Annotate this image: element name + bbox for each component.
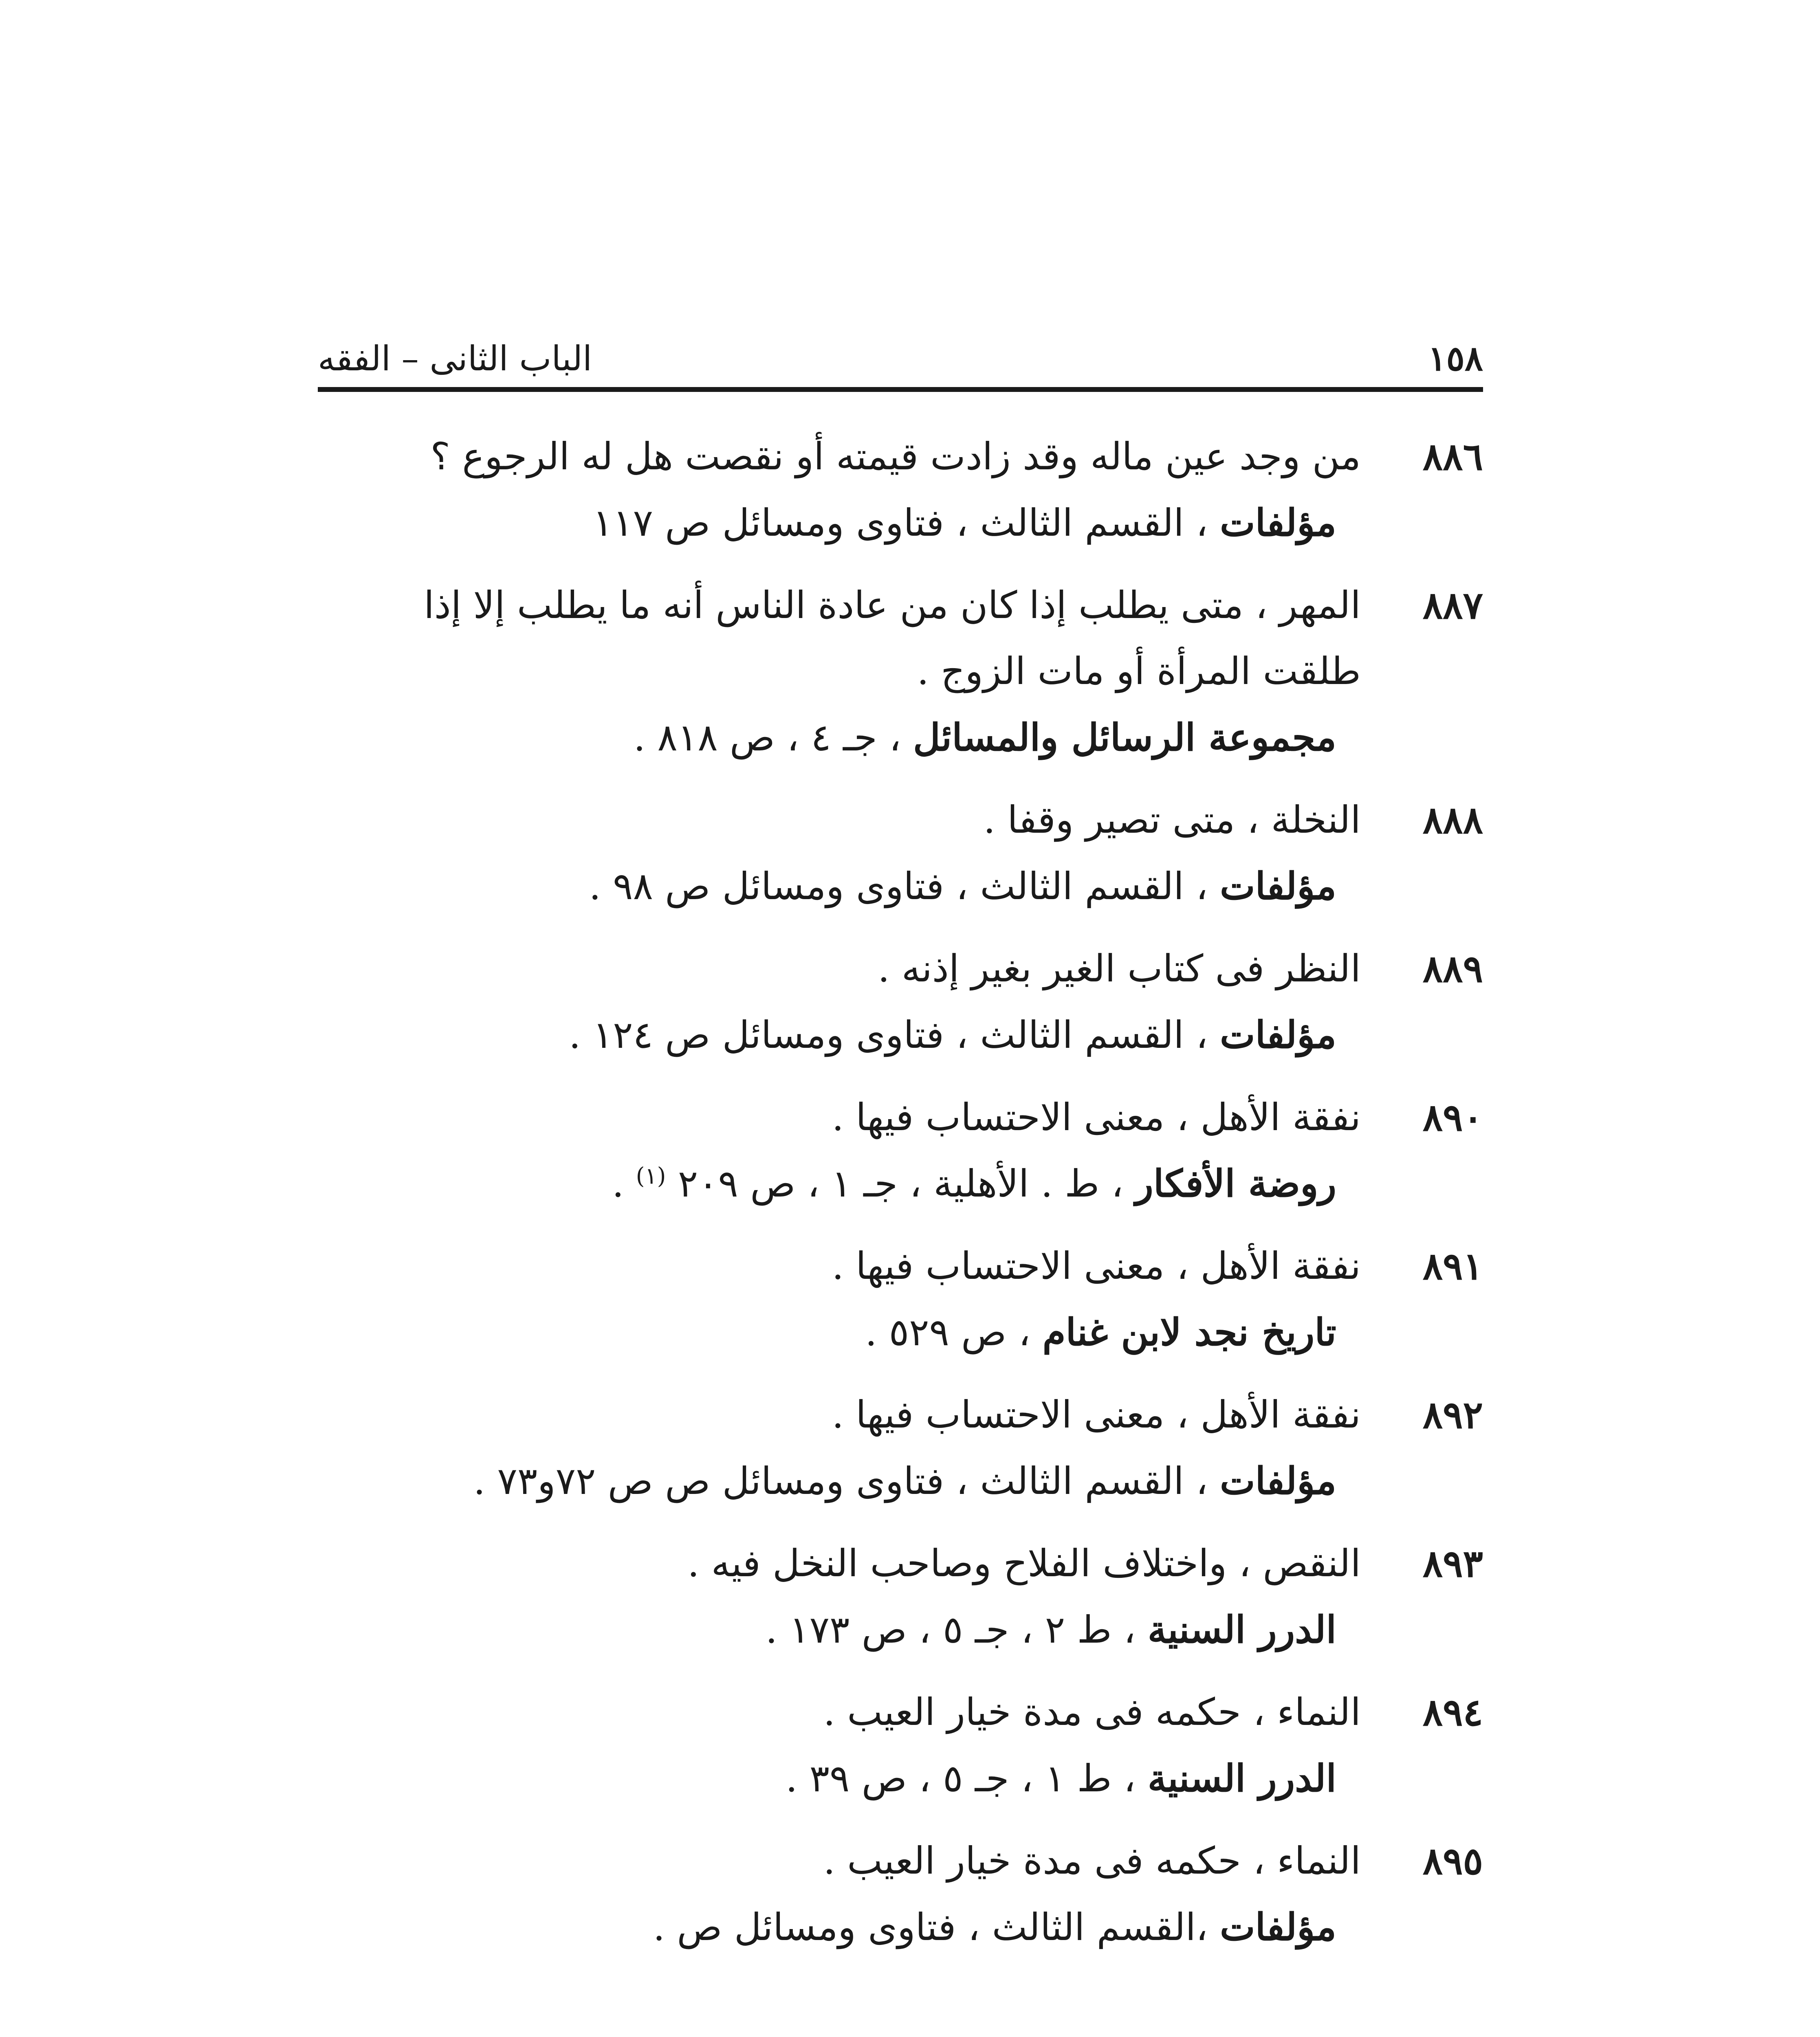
entry-body <box>318 1382 1361 1514</box>
entry-topic: النظر فى كتاب الغير بغير إذنه . <box>878 947 1361 990</box>
entry-number: ٨٩٣ <box>1422 1542 1483 1586</box>
index-entry <box>318 1679 1483 1812</box>
header-rule <box>318 387 1483 392</box>
entry-number: ٨٨٦ <box>1422 435 1483 479</box>
page-number: ١٥٨ <box>1428 338 1483 378</box>
source-title: مؤلفات <box>1219 864 1336 908</box>
entry-topic: نفقة الأهل ، معنى الاحتساب فيها . <box>832 1393 1361 1436</box>
entry-number: ٨٨٨ <box>1422 798 1483 842</box>
entry-topic: نفقة الأهل ، معنى الاحتساب فيها . <box>832 1095 1361 1139</box>
entry-source <box>318 1150 1361 1217</box>
source-details: ، القسم الثالث ، فتاوى ومسائل ص ١٢٤ . <box>569 1013 1220 1057</box>
entry-body <box>318 1233 1361 1366</box>
source-title: روضة الأفكار <box>1135 1161 1336 1205</box>
source-title: مؤلفات <box>1219 1013 1336 1057</box>
entry-source <box>318 1745 1361 1812</box>
entry-source <box>318 704 1361 771</box>
entries-list <box>318 424 1483 1977</box>
entry-topic: النقص ، واختلاف الفلاح وصاحب النخل فيه . <box>687 1542 1361 1585</box>
index-entry <box>318 1084 1483 1217</box>
footnote-mark: (١) <box>636 1163 666 1190</box>
source-tail: . <box>612 1162 636 1205</box>
source-details: ، ط ١ ، جـ ٥ ، ص ٣٩ . <box>786 1757 1148 1800</box>
entry-number: ٨٩٢ <box>1422 1393 1483 1437</box>
index-entry <box>318 424 1483 556</box>
entry-topic: النخلة ، متى تصير وقفا . <box>983 798 1361 842</box>
entry-body <box>318 424 1361 556</box>
entry-number: ٨٩٤ <box>1422 1690 1483 1734</box>
source-details: ، ص ٥٢٩ . <box>865 1311 1043 1354</box>
chapter-title: الباب الثانى – الفقه <box>318 339 592 378</box>
entry-topic: نفقة الأهل ، معنى الاحتساب فيها . <box>832 1244 1361 1288</box>
entry-body <box>318 1679 1361 1812</box>
entry-source <box>318 490 1361 556</box>
index-entry <box>318 1828 1483 1960</box>
source-details: ، جـ ٤ ، ص ٨١٨ . <box>633 716 913 759</box>
entry-number: ٨٩١ <box>1422 1244 1483 1288</box>
entry-topic: النماء ، حكمه فى مدة خيار العيب . <box>823 1839 1361 1883</box>
entry-body <box>318 936 1361 1068</box>
source-details: ،القسم الثالث ، فتاوى ومسائل ص . <box>653 1905 1220 1949</box>
source-title: مؤلفات <box>1219 1905 1336 1949</box>
entry-body <box>318 572 1361 771</box>
index-entry <box>318 572 1483 771</box>
entry-source <box>318 1894 1361 1960</box>
index-entry <box>318 1382 1483 1514</box>
index-entry <box>318 936 1483 1068</box>
entry-source <box>318 1002 1361 1068</box>
entry-number: ٨٨٧ <box>1422 583 1483 627</box>
source-details: ، القسم الثالث ، فتاوى ومسائل ص ١١٧ <box>592 501 1220 545</box>
source-title: الدرر السنية <box>1147 1608 1336 1652</box>
source-title: تاريخ نجد لابن غنام <box>1042 1310 1336 1354</box>
index-entry <box>318 787 1483 920</box>
source-title: مؤلفات <box>1219 501 1336 545</box>
running-header <box>318 334 1483 383</box>
source-title: مجموعة الرسائل والمسائل <box>913 715 1336 759</box>
index-entry <box>318 1233 1483 1366</box>
entry-body <box>318 787 1361 920</box>
entry-source <box>318 1597 1361 1663</box>
source-details: ، القسم الثالث ، فتاوى ومسائل ص ص ٧٢و٧٣ . <box>473 1459 1220 1503</box>
entry-topic: المهر ، متى يطلب إذا كان من عادة الناس أنه ما يطلب إلا إذا طلقت المرأة أو مات الزوج . <box>424 583 1361 693</box>
entry-number: ٨٨٩ <box>1422 947 1483 991</box>
index-entry <box>318 1531 1483 1663</box>
entry-number: ٨٩٠ <box>1422 1095 1483 1139</box>
entry-topic: من وجد عين ماله وقد زادت قيمته أو نقصت هل له الرجوع ؟ <box>430 435 1361 478</box>
entry-topic: النماء ، حكمه فى مدة خيار العيب . <box>823 1690 1361 1734</box>
source-title: مؤلفات <box>1219 1459 1336 1503</box>
entry-source <box>318 853 1361 920</box>
source-details: ، ط ٢ ، جـ ٥ ، ص ١٧٣ . <box>765 1608 1148 1652</box>
entry-body <box>318 1084 1361 1217</box>
source-details: ، القسم الثالث ، فتاوى ومسائل ص ٩٨ . <box>589 865 1220 908</box>
entry-source <box>318 1448 1361 1514</box>
entry-body <box>318 1531 1361 1663</box>
book-page <box>318 334 1483 2037</box>
source-details: ، ط . الأهلية ، جـ ١ ، ص ٢٠٩ <box>678 1162 1136 1205</box>
entry-body <box>318 1828 1361 1960</box>
entry-source <box>318 1299 1361 1366</box>
source-title: الدرر السنية <box>1147 1756 1336 1800</box>
entry-number: ٨٩٥ <box>1422 1839 1483 1883</box>
